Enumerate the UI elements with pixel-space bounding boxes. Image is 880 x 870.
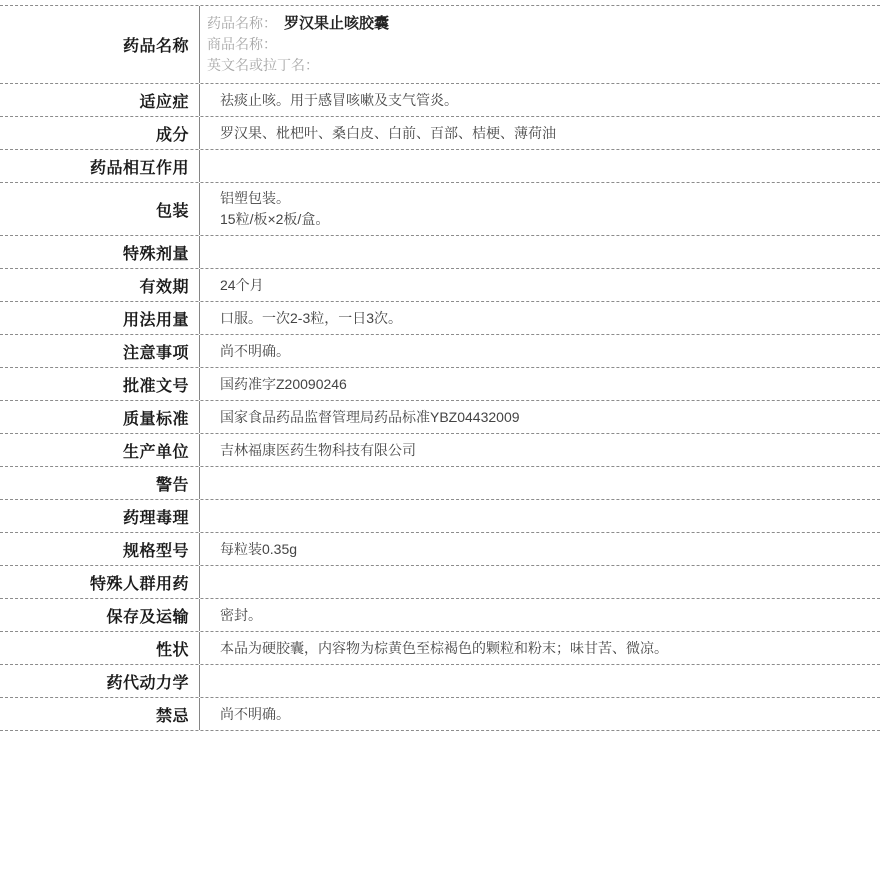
row-label: 性状: [0, 632, 200, 664]
row-value: [200, 269, 880, 301]
table-row: [0, 269, 880, 302]
table-row: [0, 236, 880, 269]
field-key: 英文名或拉丁名：: [207, 57, 319, 73]
name-field-line: [207, 34, 868, 55]
table-row: [0, 302, 880, 335]
row-label: 批准文号: [0, 368, 200, 400]
row-label: 适应症: [0, 84, 200, 116]
row-label: 生产单位: [0, 434, 200, 466]
row-value: [200, 599, 880, 631]
row-value: [200, 632, 880, 664]
value-line: 密封。: [220, 606, 262, 623]
row-value: [200, 335, 880, 367]
table-row: [0, 183, 880, 236]
row-value: [200, 401, 880, 433]
row-value: [200, 434, 880, 466]
row-value: [200, 84, 880, 116]
value-line: 祛痰止咳。用于感冒咳嗽及支气管炎。: [220, 91, 458, 108]
table-row: [0, 632, 880, 665]
row-value: [200, 6, 880, 83]
row-value: [200, 500, 880, 532]
row-label: 药品相互作用: [0, 150, 200, 182]
table-row: [0, 401, 880, 434]
row-value: [200, 183, 880, 235]
table-row: [0, 6, 880, 84]
value-line: 本品为硬胶囊，内容物为棕黄色至棕褐色的颗粒和粉末；味甘苦、微凉。: [220, 639, 668, 656]
table-row: [0, 467, 880, 500]
table-row: [0, 84, 880, 117]
field-value: 罗汉果止咳胶囊: [284, 15, 390, 32]
table-row: [0, 434, 880, 467]
row-value: [200, 117, 880, 149]
row-label: 禁忌: [0, 698, 200, 730]
field-key: 商品名称：: [207, 36, 277, 52]
row-label: 注意事项: [0, 335, 200, 367]
row-value: [200, 533, 880, 565]
row-label: 规格型号: [0, 533, 200, 565]
table-row: [0, 599, 880, 632]
value-line: 国药准字Z20090246: [220, 375, 347, 392]
row-label: 特殊剂量: [0, 236, 200, 268]
value-line: 铝塑包装。: [220, 190, 290, 206]
row-label: 药代动力学: [0, 665, 200, 697]
value-line: 尚不明确。: [220, 342, 290, 359]
row-value: [200, 566, 880, 598]
row-label: 成分: [0, 117, 200, 149]
row-label: 用法用量: [0, 302, 200, 334]
table-row: [0, 698, 880, 731]
table-row: [0, 533, 880, 566]
row-value: [200, 665, 880, 697]
value-line: 罗汉果、枇杷叶、桑白皮、白前、百部、桔梗、薄荷油: [220, 124, 556, 141]
value-line: 24个月: [220, 276, 264, 293]
row-value: [200, 236, 880, 268]
row-value: [200, 368, 880, 400]
value-line: 吉林福康医药生物科技有限公司: [220, 441, 416, 458]
row-label: 有效期: [0, 269, 200, 301]
table-row: [0, 117, 880, 150]
table-row: [0, 150, 880, 183]
row-value: [200, 698, 880, 730]
row-value: [200, 302, 880, 334]
table-row: [0, 368, 880, 401]
row-value: [200, 150, 880, 182]
row-label: 包装: [0, 183, 200, 235]
table-row: [0, 500, 880, 533]
row-label: 特殊人群用药: [0, 566, 200, 598]
value-line: 尚不明确。: [220, 705, 290, 722]
row-label: 保存及运输: [0, 599, 200, 631]
value-line: 国家食品药品监督管理局药品标准YBZ04432009: [220, 408, 520, 425]
row-label: 警告: [0, 467, 200, 499]
table-row: [0, 665, 880, 698]
table-row: [0, 335, 880, 368]
row-label: 质量标准: [0, 401, 200, 433]
name-field-line: [207, 13, 868, 34]
field-key: 药品名称：: [207, 15, 277, 31]
row-label: 药品名称: [0, 6, 200, 83]
table-row: [0, 566, 880, 599]
value-line: 15粒/板×2板/盒。: [220, 211, 330, 227]
value-line: 每粒装0.35g: [220, 540, 298, 557]
row-value: [200, 467, 880, 499]
value-line: 口服。一次2-3粒，一日3次。: [220, 309, 403, 326]
drug-info-table: [0, 5, 880, 731]
row-label: 药理毒理: [0, 500, 200, 532]
name-field-line: [207, 55, 868, 76]
